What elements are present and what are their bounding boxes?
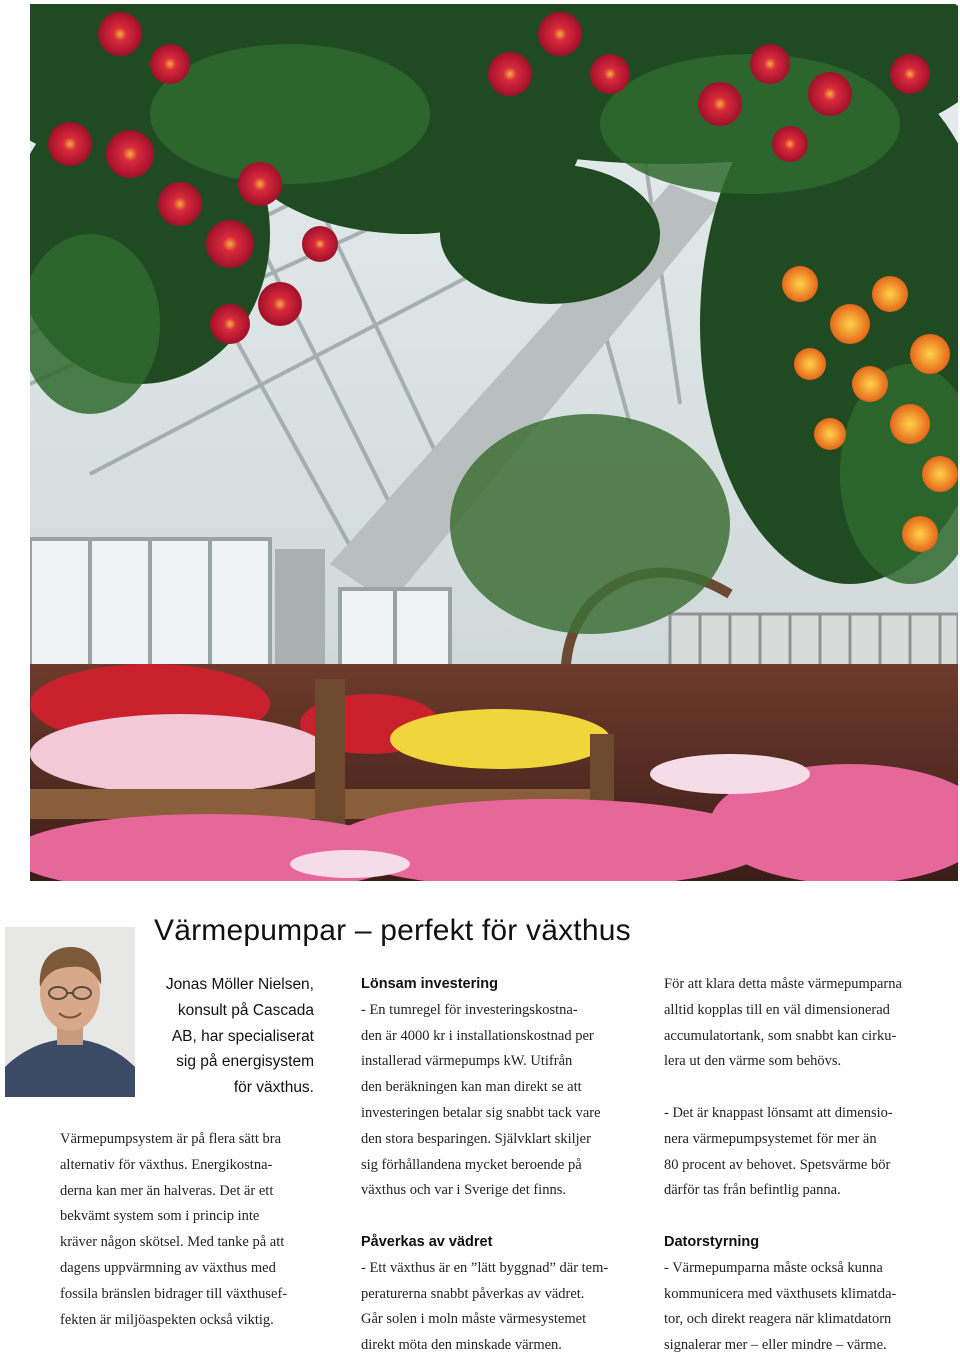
body-line: bekvämt system som i princip inte — [60, 1208, 260, 1225]
body-line: direkt möta den minskade värmen. — [361, 1337, 562, 1354]
body-line: signalerar mer – eller mindre – värme. — [664, 1337, 887, 1354]
portrait-illustration — [5, 927, 135, 1097]
section-heading-paverkas-av-vadret: Påverkas av vädret — [361, 1233, 493, 1250]
body-line: fossila bränslen bidrager till växthusef- — [60, 1285, 288, 1302]
intro-column — [60, 1127, 325, 1333]
paragraph-gap — [664, 1075, 934, 1101]
body-line: den stora besparingen. Självklart skiljer — [361, 1130, 591, 1147]
caption-line: för växthus. — [233, 1079, 314, 1097]
body-line: sig förhållandena mycket beroende på — [361, 1156, 582, 1173]
section-heading-datorstyrning: Datorstyrning — [664, 1233, 760, 1250]
body-line: kommunicera med växthusets klimatda- — [664, 1285, 897, 1302]
paragraph-gap — [664, 1204, 934, 1230]
body-line: kräver någon skötsel. Med tanke på att — [60, 1234, 285, 1251]
body-line: installerad värmepumps kW. Utifrån — [361, 1053, 573, 1070]
right-column — [664, 972, 934, 1359]
body-line: - En tumregel för investeringskostna- — [361, 1001, 578, 1018]
body-line: nera värmepumpsystemet för mer än — [664, 1130, 877, 1147]
body-line: dagens uppvärmning av växthus med — [60, 1259, 276, 1276]
body-line: accumulatortank, som snabbt kan cirku- — [664, 1027, 897, 1044]
author-portrait — [5, 927, 135, 1097]
body-line: växthus och var i Sverige det finns. — [361, 1182, 566, 1199]
caption-line: sig på energisystem — [176, 1053, 314, 1071]
body-line: alternativ för växthus. Energikostna- — [60, 1156, 273, 1173]
body-line: den är 4000 kr i installationskostnad per — [361, 1027, 594, 1044]
caption-line: AB, har specialiserat — [171, 1027, 314, 1045]
body-line: derna kan mer än halveras. Det är ett — [60, 1182, 274, 1199]
greenhouse-photo — [30, 4, 958, 881]
article-title: Värmepumpar – perfekt för växthus — [154, 914, 631, 947]
body-line: tor, och direkt reagera när klimatdatorn — [664, 1311, 892, 1328]
portrait-caption — [154, 972, 314, 1101]
middle-column — [361, 972, 641, 1359]
section-heading-lonsam-investering: Lönsam investering — [361, 976, 498, 992]
body-line: peraturerna snabbt påverkas av vädret. — [361, 1285, 585, 1302]
body-line: Värmepumpsystem är på flera sätt bra — [60, 1131, 282, 1147]
body-line: fekten är miljöaspekten också viktig. — [60, 1311, 274, 1328]
body-line: därför tas från befintlig panna. — [664, 1182, 841, 1199]
body-line: - Ett växthus är en ”lätt byggnad” där tem- — [361, 1259, 609, 1276]
caption-line: konsult på Cascada — [177, 1001, 314, 1019]
body-line: den beräkningen kan man direkt se att — [361, 1079, 582, 1096]
greenhouse-illustration — [30, 4, 958, 881]
body-line: Går solen i moln måste värmesystemet — [361, 1311, 587, 1328]
body-line: lera ut den värme som behövs. — [664, 1053, 842, 1070]
body-line: - Värmepumparna måste också kunna — [664, 1259, 883, 1276]
paragraph-gap — [361, 1204, 641, 1230]
body-line: För att klara detta måste värmepumparna — [664, 976, 902, 992]
body-line: alltid kopplas till en väl dimensionerad — [664, 1001, 890, 1018]
body-line: 80 procent av behovet. Spetsvärme bör — [664, 1156, 891, 1173]
body-line: - Det är knappast lönsamt att dimensio- — [664, 1104, 893, 1121]
body-line: investeringen betalar sig snabbt tack vare — [361, 1104, 601, 1121]
caption-line: Jonas Möller Nielsen, — [165, 976, 314, 993]
